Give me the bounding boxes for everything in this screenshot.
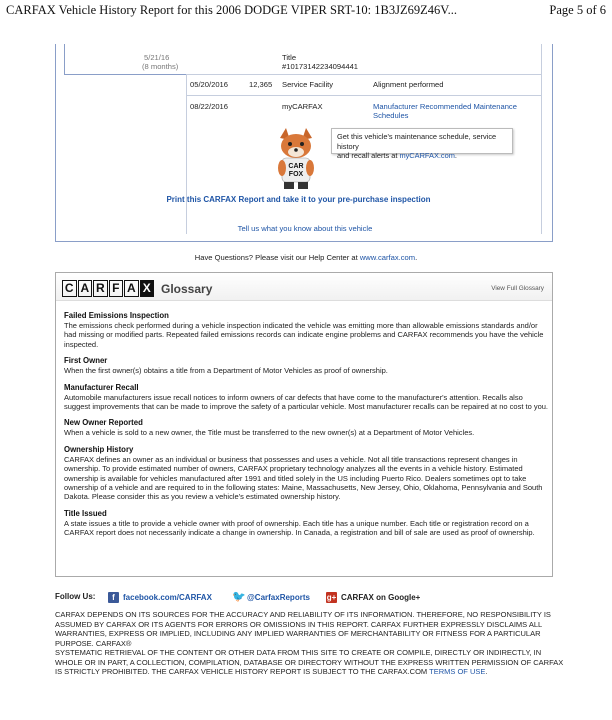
print-report-link[interactable]: Print this CARFAX Report and take it to your pre-purchase inspection bbox=[166, 195, 431, 204]
title-number: #10173142234094441 bbox=[282, 62, 359, 71]
list-item: New Owner Reported When a vehicle is sold to a new owner, the Title must be transferred to the new owner(s) at a Department of Motor Vehicles. bbox=[64, 418, 475, 438]
glossary-title: Glossary bbox=[161, 282, 213, 296]
row-source: Service Facility bbox=[282, 80, 334, 89]
carfox-mascot-icon bbox=[272, 128, 320, 190]
row-source: myCARFAX bbox=[282, 102, 323, 111]
maintenance-schedule-link-line2[interactable]: Schedules bbox=[373, 111, 409, 120]
twitter-link[interactable]: 🐦 @CarfaxReports bbox=[232, 590, 310, 603]
view-full-glossary-link[interactable]: View Full Glossary bbox=[491, 285, 544, 292]
disclaimer: CARFAX DEPENDS ON ITS SOURCES FOR THE ACCURACY AND RELIABILITY OF ITS INFORMATION. THEREFORE, NO RESPONSIBILITY IS ASSUMED BY CARFAX OR ITS AGENTS FOR ERRORS OR OMISSIONS IN THIS REPORT. CARFAX FURTHER EXPRESSLY DISCLAIMS ALL WARRANTIES, EXPRESS OR IMPLIED, INCLUDING ANY IMPLIED WARRANTIES OF MERCHANTABILITY OR FITNESS FOR A PARTICULAR PURPOSE. CARFAX® SYSTEMATIC RETRIEVAL OF THE CONTENT OR OTHER DATA FROM THIS SITE TO CREATE OR COMPILE, DIRECTLY OR INDIRECTLY, IN WHOLE OR IN PART, A COLLECTION, COMPILATION, DATABASE OR DIRECTORY WITHOUT THE EXPRESS WRITTEN PERMISSION OF CARFAX IS STRICTLY PROHIBITED. THE CARFAX VEHICLE HISTORY REPORT IS SUBJECT TO THE CARFAX.COM TERMS OF USE. bbox=[55, 610, 564, 676]
row-comment: Alignment performed bbox=[373, 80, 444, 89]
page-number: Page 5 of 6 bbox=[549, 3, 606, 17]
list-item: Manufacturer Recall Automobile manufacturers issue recall notices to inform owners of car defects that have come to the manufacturer's attention. Recalls also suggest improvements that can be made to improve the safety of a particular vehicle. Most manufacturer recalls can be repaired at no cost to you. bbox=[64, 382, 548, 412]
row-mileage: 12,365 bbox=[249, 80, 273, 89]
fox-badge-line1: CAR bbox=[288, 163, 304, 170]
google-plus-link[interactable]: g+ CARFAX on Google+ bbox=[326, 592, 421, 602]
history-section bbox=[55, 44, 553, 242]
fox-badge-line2: FOX bbox=[288, 171, 304, 178]
help-center-link[interactable]: www.carfax.com bbox=[359, 253, 416, 262]
list-item: First Owner When the first owner(s) obtains a title from a Department of Motor Vehicles as proof of ownership. bbox=[64, 356, 388, 376]
report-title: CARFAX Vehicle History Report for this 2006 DODGE VIPER SRT-10: 1B3JZ69Z46V... bbox=[6, 3, 458, 17]
row-date: 05/20/2016 bbox=[190, 80, 229, 89]
glossary-entries bbox=[64, 311, 549, 545]
help-center-text: Have Questions? Please visit our Help Center at www.carfax.com. bbox=[194, 253, 418, 262]
maintenance-schedule-link[interactable]: Manufacturer Recommended Maintenance bbox=[373, 102, 517, 111]
title-duration: (8 months) bbox=[142, 62, 179, 71]
facebook-link[interactable]: f facebook.com/CARFAX bbox=[108, 590, 212, 604]
google-plus-icon: g+ bbox=[326, 592, 337, 602]
carfax-logo: C A R F A X bbox=[62, 280, 154, 298]
title-date: 5/21/16 bbox=[144, 53, 170, 62]
glossary-header bbox=[56, 273, 552, 301]
title-label: Title bbox=[282, 53, 297, 62]
list-item: Ownership History CARFAX defines an owner as an individual or business that possesses and uses a vehicle. Not all title transactions represent changes in ownership. To provide estimated number of owners, CARFAX proprietary technology analyzes all the events in a vehicle history. Estimated ownership is available for vehicles manufactured after 1991 and titled solely in the US including Puerto Rico. Dealers sometimes opt to take ownership of a vehicle and are required to in the following states: Maine, Massachusetts, New Jersey, Ohio, Oklahoma, Pennsylvania and South Dakota. Please consider this as you review a vehicle's estimated ownership history. bbox=[64, 444, 543, 502]
mycarfax-tip: Get this vehicle's maintenance schedule, service history and recall alerts at myCARFAX.com. bbox=[331, 128, 513, 154]
terms-of-use-link[interactable]: TERMS OF USE bbox=[429, 667, 486, 676]
row-date: 08/22/2016 bbox=[190, 102, 229, 111]
twitter-icon: 🐦 bbox=[232, 590, 246, 603]
glossary-section bbox=[55, 272, 553, 577]
follow-us bbox=[55, 590, 555, 604]
follow-label: Follow Us: bbox=[55, 592, 96, 601]
facebook-icon: f bbox=[108, 592, 119, 603]
list-item: Title Issued A state issues a title to provide a vehicle owner with proof of ownership. Each title has a unique number. Each title or registration record on a CARFAX report does not necessarily indicate a change in ownership. In Canada, a registration and bill of sale are used as proof of ownership. bbox=[64, 508, 535, 538]
tell-us-link[interactable]: Tell us what you know about this vehicle bbox=[237, 224, 373, 233]
mycarfax-link[interactable]: myCARFAX.com bbox=[399, 151, 455, 160]
pdf-header bbox=[0, 0, 612, 20]
list-item: Failed Emissions Inspection The emissions check performed during a vehicle inspection indicated the vehicle was emitting more than allowable emissions standards and/or had missing or modified parts. Repeated failed emissions records can indicate engine problems and CARFAX recommends you have the vehicle inspected. bbox=[64, 311, 544, 349]
